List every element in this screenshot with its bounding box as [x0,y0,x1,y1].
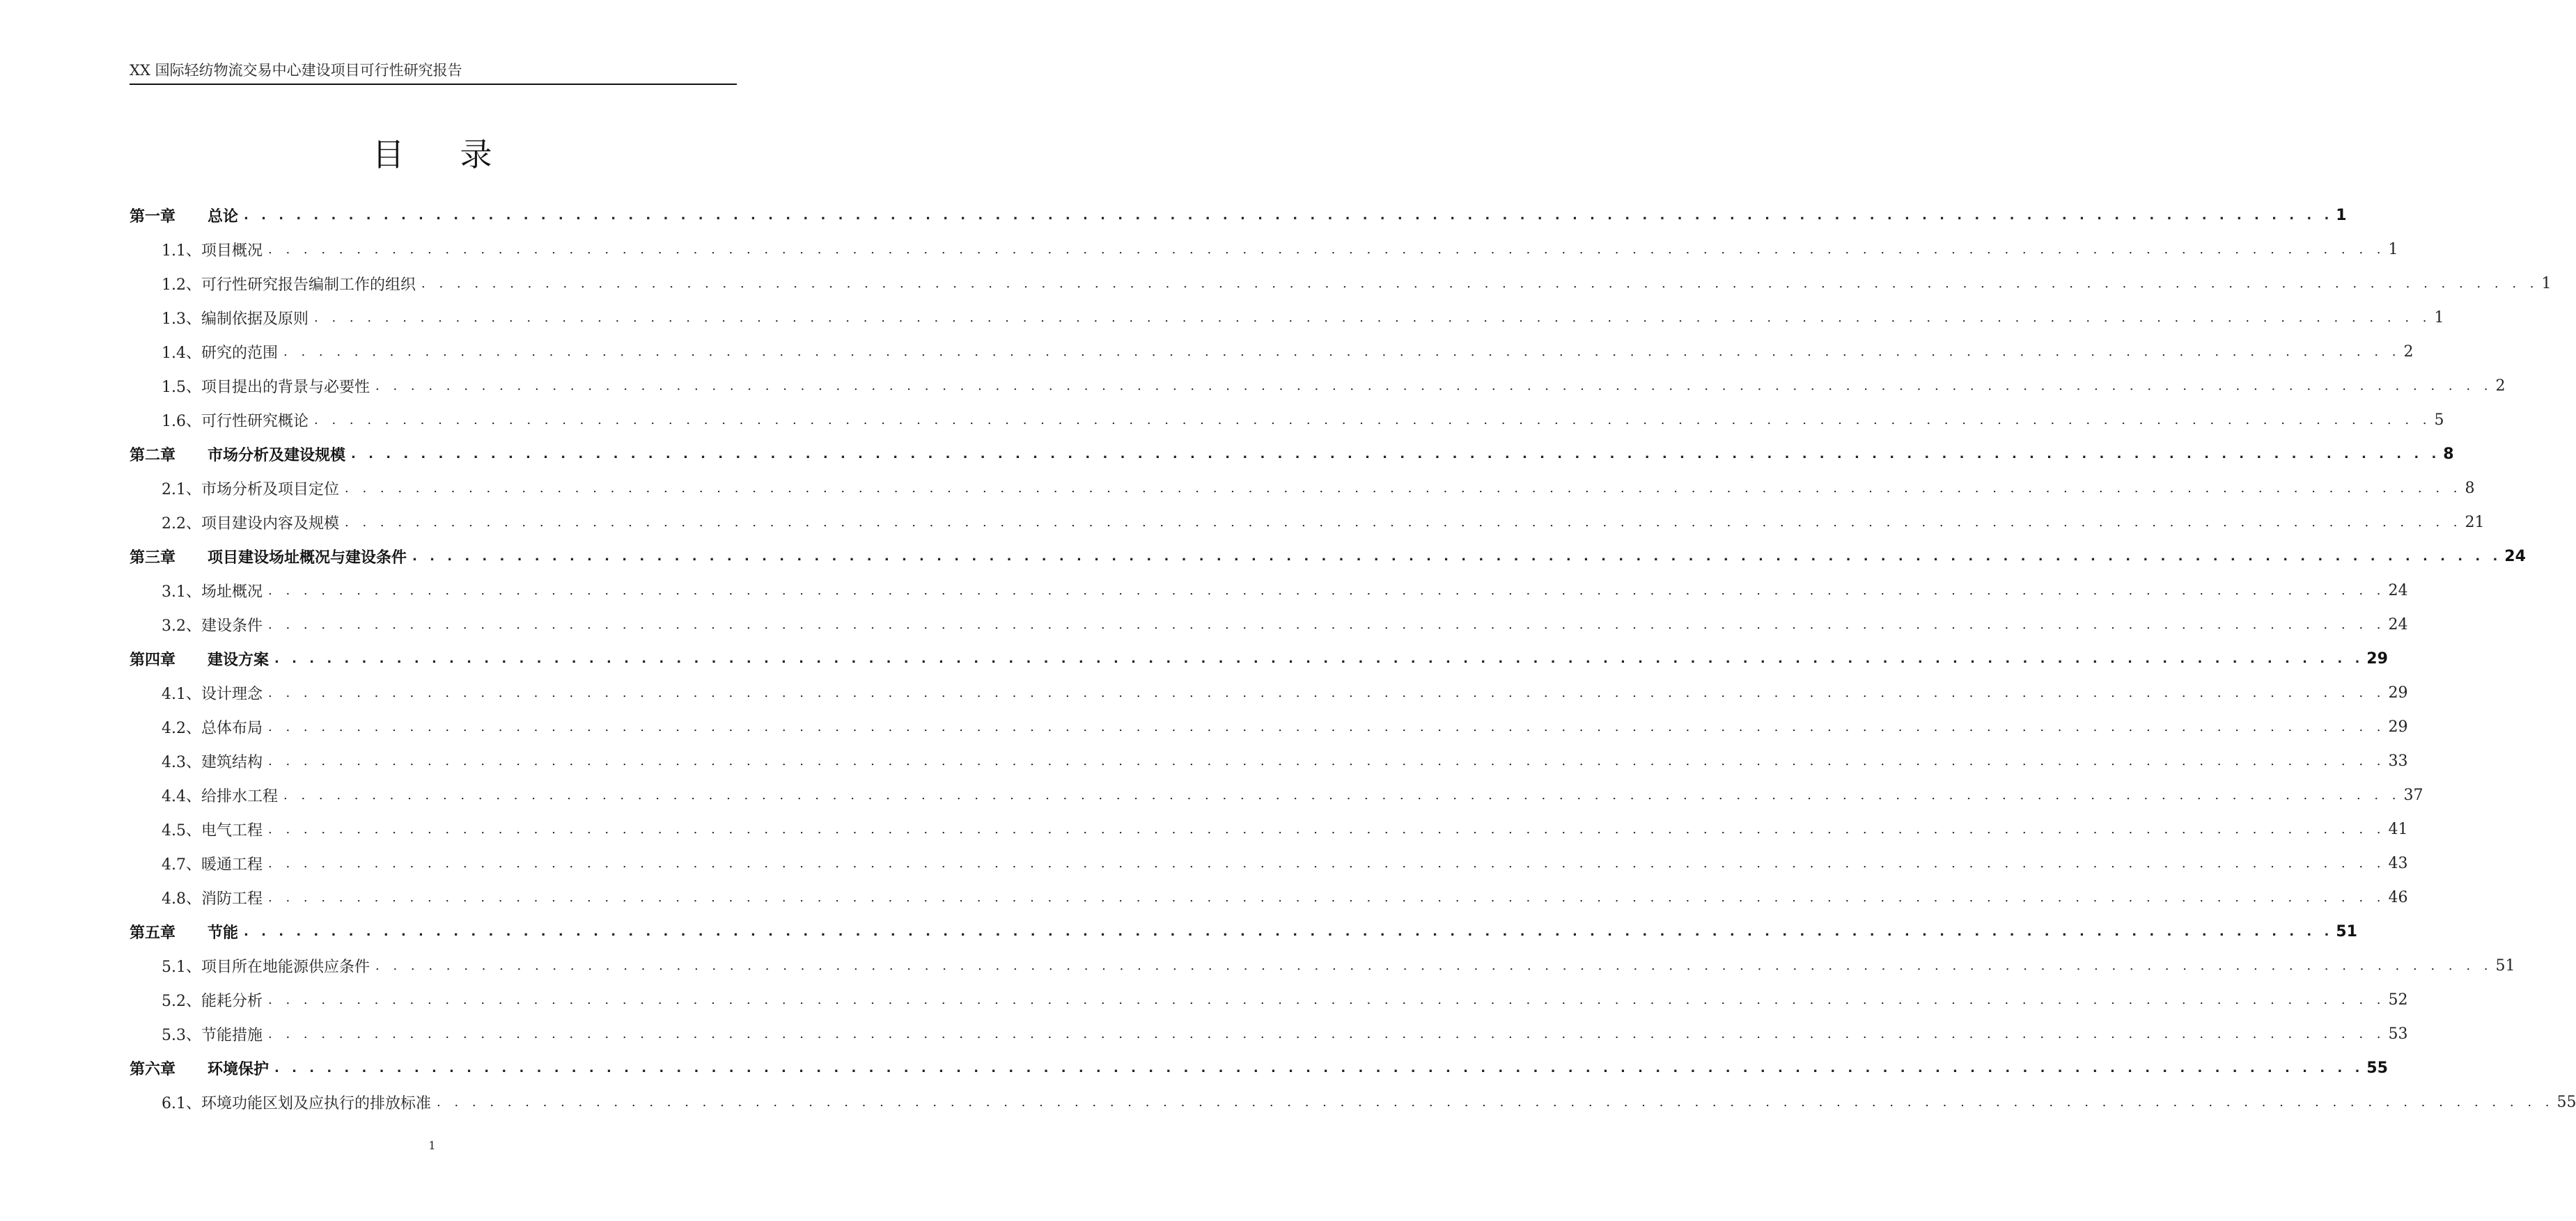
toc-page-number: 1 [2388,241,2398,258]
toc-entry-label: 2.2、项目建设内容及规模 [162,515,339,533]
toc-page-number: 53 [2388,1025,2408,1043]
toc-page-number: 41 [2388,821,2408,838]
toc-entry-label: 4.8、消防工程 [162,890,263,908]
toc-chapter-entry[interactable] [130,539,2526,574]
dot-leader: . . . . . . . . . . . . . . . . . . . . . . . . . . . . . . . . . . . . . . . . . . . . . . . . . . . . . . . . . . . . . . . . . . . . . . . . . . . . . . . . . . . . . . . . . . . . . . . . . . . . . . . . . . . . . . . . . . . . . . . . [375,379,2493,393]
toc-entry-label: 1.6、可行性研究概论 [162,413,309,430]
toc-section-entry[interactable] [130,778,2423,812]
toc-entry-label [130,648,274,670]
dot-leader: . . . . . . . . . . . . . . . . . . . . . . . . . . . . . . . . . . . . . . . . . . . . . . . . . . . . . . . . . . . . . . . . . . . . . . . . . . . . . . . . . . . . . . . . . . . . . . . . . . . . . . . . . . . . . . . . . . . . . . . . [268,242,2386,257]
toc-page-number: 1 [2434,309,2444,326]
dot-leader: . . . . . . . . . . . . . . . . . . . . . . . . . . . . . . . . . . . . . . . . . . . . . . . . . . . . . . . . . . . . . . . . . . . . . . . . . . . . . . . . . . . . . . . . . . . . . . . . . . . . . . . . . . . . . . . . . . . . . . . . [375,959,2493,973]
toc-entry-label [130,546,412,567]
toc-entry-label: 5.1、项目所在地能源供应条件 [162,959,370,976]
chapter-number: 第三章 [130,549,176,567]
dot-leader: . . . . . . . . . . . . . . . . . . . . . . . . . . . . . . . . . . . . . . . . . . . . . . . . . . . . . . . . . . . . . . . . . . . . . . . . . . . . . . . . . . . . . . . . . . . . . . . . . . . . . . . . . . . . . . . . . . . . . . . . [274,652,2364,666]
dot-leader: . . . . . . . . . . . . . . . . . . . . . . . . . . . . . . . . . . . . . . . . . . . . . . . . . . . . . . . . . . . . . . . . . . . . . . . . . . . . . . . . . . . . . . . . . . . . . . . . . . . . . . . . . . . . . . . . . . . . . . . . [274,1061,2364,1076]
toc-page-number: 24 [2388,616,2408,633]
toc-section-entry[interactable] [130,812,2408,846]
chapter-title: 环境保护 [208,1061,270,1078]
toc-page-number: 21 [2465,514,2485,531]
toc-section-entry[interactable] [130,1085,2576,1119]
toc-section-entry[interactable] [130,301,2444,335]
chapter-number: 第二章 [130,447,176,464]
toc-page-number: 29 [2366,650,2388,668]
toc-page-number: 52 [2388,991,2408,1009]
toc-entry-label: 6.1、环境功能区划及应执行的排放标准 [162,1095,431,1112]
toc-page-number: 55 [2366,1059,2388,1077]
dot-leader: . . . . . . . . . . . . . . . . . . . . . . . . . . . . . . . . . . . . . . . . . . . . . . . . . . . . . . . . . . . . . . . . . . . . . . . . . . . . . . . . . . . . . . . . . . . . . . . . . . . . . . . . . . . . . . . . . . . . . . . . [412,549,2502,564]
dot-leader: . . . . . . . . . . . . . . . . . . . . . . . . . . . . . . . . . . . . . . . . . . . . . . . . . . . . . . . . . . . . . . . . . . . . . . . . . . . . . . . . . . . . . . . . . . . . . . . . . . . . . . . . . . . . . . . . . . . . . . . . [268,720,2386,734]
dot-leader: . . . . . . . . . . . . . . . . . . . . . . . . . . . . . . . . . . . . . . . . . . . . . . . . . . . . . . . . . . . . . . . . . . . . . . . . . . . . . . . . . . . . . . . . . . . . . . . . . . . . . . . . . . . . . . . . . . . . . . . . [268,890,2386,905]
chapter-number: 第五章 [130,924,176,942]
dot-leader: . . . . . . . . . . . . . . . . . . . . . . . . . . . . . . . . . . . . . . . . . . . . . . . . . . . . . . . . . . . . . . . . . . . . . . . . . . . . . . . . . . . . . . . . . . . . . . . . . . . . . . . . . . . . . . . . . . . . . . . . [421,276,2539,291]
toc-entry-label: 4.5、电气工程 [162,822,263,840]
toc-page-number: 2 [2403,343,2414,361]
chapter-number: 第四章 [130,652,176,669]
table-of-contents [130,198,2576,1119]
title-char-1: 目 [372,136,405,173]
toc-entry-label: 5.3、节能措施 [162,1027,263,1044]
toc-page-number: 24 [2388,582,2408,599]
toc-page-number: 8 [2443,446,2454,463]
chapter-title: 总论 [208,208,239,226]
toc-page-number: 29 [2388,684,2408,702]
toc-entry-label: 3.1、场址概况 [162,583,263,601]
toc-chapter-entry[interactable] [130,915,2357,949]
dot-leader: . . . . . . . . . . . . . . . . . . . . . . . . . . . . . . . . . . . . . . . . . . . . . . . . . . . . . . . . . . . . . . . . . . . . . . . . . . . . . . . . . . . . . . . . . . . . . . . . . . . . . . . . . . . . . . . . . . . . . . . . [244,208,2334,223]
chapter-number: 第六章 [130,1061,176,1078]
toc-section-entry[interactable] [130,710,2408,744]
running-header [130,61,737,85]
toc-page-number: 51 [2336,923,2357,940]
toc-section-entry[interactable] [130,335,2414,369]
dot-leader: . . . . . . . . . . . . . . . . . . . . . . . . . . . . . . . . . . . . . . . . . . . . . . . . . . . . . . . . . . . . . . . . . . . . . . . . . . . . . . . . . . . . . . . . . . . . . . . . . . . . . . . . . . . . . . . . . . . . . . . . [268,754,2386,769]
title-char-2: 录 [460,136,492,173]
toc-section-entry[interactable] [130,403,2444,437]
toc-page-number: 37 [2403,787,2423,804]
toc-entry-label: 1.3、编制依据及原则 [162,310,309,328]
toc-chapter-entry[interactable] [130,642,2388,676]
dot-leader: . . . . . . . . . . . . . . . . . . . . . . . . . . . . . . . . . . . . . . . . . . . . . . . . . . . . . . . . . . . . . . . . . . . . . . . . . . . . . . . . . . . . . . . . . . . . . . . . . . . . . . . . . . . . . . . . . . . . . . . . [268,993,2386,1007]
toc-section-entry[interactable] [130,846,2408,881]
header-title: XX 国际轻纺物流交易中心建设项目可行性研究报告 [130,62,462,79]
toc-section-entry[interactable] [130,369,2506,403]
toc-entry-label: 1.5、项目提出的背景与必要性 [162,379,370,396]
toc-entry-label: 4.7、暖通工程 [162,856,263,874]
toc-entry-label: 3.2、建设条件 [162,617,263,635]
toc-section-entry[interactable] [130,744,2408,778]
toc-page-number: 43 [2388,855,2408,872]
page-number: 1 [428,1139,436,1152]
toc-entry-label: 5.2、能耗分析 [162,993,263,1010]
toc-section-entry[interactable] [130,574,2408,608]
toc-page-number: 2 [2495,377,2506,395]
toc-section-entry[interactable] [130,1017,2408,1051]
dot-leader: . . . . . . . . . . . . . . . . . . . . . . . . . . . . . . . . . . . . . . . . . . . . . . . . . . . . . . . . . . . . . . . . . . . . . . . . . . . . . . . . . . . . . . . . . . . . . . . . . . . . . . . . . . . . . . . . . . . . . . . . [268,1027,2386,1041]
dot-leader: . . . . . . . . . . . . . . . . . . . . . . . . . . . . . . . . . . . . . . . . . . . . . . . . . . . . . . . . . . . . . . . . . . . . . . . . . . . . . . . . . . . . . . . . . . . . . . . . . . . . . . . . . . . . . . . . . . . . . . . . [345,481,2462,496]
chapter-title: 建设方案 [208,652,270,669]
toc-page-number: 33 [2388,753,2408,770]
chapter-title: 市场分析及建设规模 [208,447,346,464]
chapter-number: 第一章 [130,208,176,226]
dot-leader: . . . . . . . . . . . . . . . . . . . . . . . . . . . . . . . . . . . . . . . . . . . . . . . . . . . . . . . . . . . . . . . . . . . . . . . . . . . . . . . . . . . . . . . . . . . . . . . . . . . . . . . . . . . . . . . . . . . . . . . . [351,447,2441,462]
toc-page-number: 51 [2495,957,2515,975]
toc-entry-label: 4.4、给排水工程 [162,788,278,805]
dot-leader: . . . . . . . . . . . . . . . . . . . . . . . . . . . . . . . . . . . . . . . . . . . . . . . . . . . . . . . . . . . . . . . . . . . . . . . . . . . . . . . . . . . . . . . . . . . . . . . . . . . . . . . . . . . . . . . . . . . . . . . . [437,1095,2554,1110]
toc-page-number: 1 [2541,275,2552,292]
dot-leader: . . . . . . . . . . . . . . . . . . . . . . . . . . . . . . . . . . . . . . . . . . . . . . . . . . . . . . . . . . . . . . . . . . . . . . . . . . . . . . . . . . . . . . . . . . . . . . . . . . . . . . . . . . . . . . . . . . . . . . . . [268,822,2386,837]
toc-chapter-entry[interactable] [130,198,2347,233]
toc-entry-label: 4.2、总体布局 [162,720,263,737]
toc-section-entry[interactable] [130,949,2515,983]
toc-section-entry[interactable] [130,233,2398,267]
toc-entry-label: 4.3、建筑结构 [162,754,263,771]
toc-entry-label [130,205,244,226]
toc-section-entry[interactable] [130,505,2485,539]
chapter-title: 项目建设场址概况与建设条件 [208,549,407,567]
toc-entry-label: 1.1、项目概况 [162,242,263,260]
dot-leader: . . . . . . . . . . . . . . . . . . . . . . . . . . . . . . . . . . . . . . . . . . . . . . . . . . . . . . . . . . . . . . . . . . . . . . . . . . . . . . . . . . . . . . . . . . . . . . . . . . . . . . . . . . . . . . . . . . . . . . . . [314,310,2432,325]
toc-entry-label: 2.1、市场分析及项目定位 [162,481,339,498]
dot-leader: . . . . . . . . . . . . . . . . . . . . . . . . . . . . . . . . . . . . . . . . . . . . . . . . . . . . . . . . . . . . . . . . . . . . . . . . . . . . . . . . . . . . . . . . . . . . . . . . . . . . . . . . . . . . . . . . . . . . . . . . [314,413,2432,427]
chapter-title: 节能 [208,924,239,942]
dot-leader: . . . . . . . . . . . . . . . . . . . . . . . . . . . . . . . . . . . . . . . . . . . . . . . . . . . . . . . . . . . . . . . . . . . . . . . . . . . . . . . . . . . . . . . . . . . . . . . . . . . . . . . . . . . . . . . . . . . . . . . . [268,856,2386,871]
toc-page-number: 1 [2336,207,2347,224]
toc-page-number: 46 [2388,889,2408,906]
toc-section-entry[interactable] [130,471,2475,505]
dot-leader: . . . . . . . . . . . . . . . . . . . . . . . . . . . . . . . . . . . . . . . . . . . . . . . . . . . . . . . . . . . . . . . . . . . . . . . . . . . . . . . . . . . . . . . . . . . . . . . . . . . . . . . . . . . . . . . . . . . . . . . . [345,515,2462,530]
toc-section-entry[interactable] [130,608,2408,642]
toc-section-entry[interactable] [130,881,2408,915]
toc-entry-label [130,1057,274,1079]
toc-entry-label: 4.1、设计理念 [162,686,263,703]
toc-section-entry[interactable] [130,267,2552,301]
toc-entry-label: 1.4、研究的范围 [162,345,278,362]
toc-chapter-entry[interactable] [130,1051,2388,1085]
page-title [0,129,864,175]
toc-page-number: 24 [2504,548,2526,565]
toc-entry-label: 1.2、可行性研究报告编制工作的组织 [162,276,416,294]
dot-leader: . . . . . . . . . . . . . . . . . . . . . . . . . . . . . . . . . . . . . . . . . . . . . . . . . . . . . . . . . . . . . . . . . . . . . . . . . . . . . . . . . . . . . . . . . . . . . . . . . . . . . . . . . . . . . . . . . . . . . . . . [283,345,2401,359]
toc-page-number: 29 [2388,718,2408,736]
toc-page-number: 5 [2434,411,2444,429]
toc-section-entry[interactable] [130,983,2408,1017]
toc-page-number: 55 [2557,1094,2576,1111]
toc-entry-label [130,443,351,465]
dot-leader: . . . . . . . . . . . . . . . . . . . . . . . . . . . . . . . . . . . . . . . . . . . . . . . . . . . . . . . . . . . . . . . . . . . . . . . . . . . . . . . . . . . . . . . . . . . . . . . . . . . . . . . . . . . . . . . . . . . . . . . . [244,924,2334,939]
toc-section-entry[interactable] [130,676,2408,710]
dot-leader: . . . . . . . . . . . . . . . . . . . . . . . . . . . . . . . . . . . . . . . . . . . . . . . . . . . . . . . . . . . . . . . . . . . . . . . . . . . . . . . . . . . . . . . . . . . . . . . . . . . . . . . . . . . . . . . . . . . . . . . . [268,686,2386,700]
toc-chapter-entry[interactable] [130,437,2454,471]
dot-leader: . . . . . . . . . . . . . . . . . . . . . . . . . . . . . . . . . . . . . . . . . . . . . . . . . . . . . . . . . . . . . . . . . . . . . . . . . . . . . . . . . . . . . . . . . . . . . . . . . . . . . . . . . . . . . . . . . . . . . . . . [268,617,2386,632]
dot-leader: . . . . . . . . . . . . . . . . . . . . . . . . . . . . . . . . . . . . . . . . . . . . . . . . . . . . . . . . . . . . . . . . . . . . . . . . . . . . . . . . . . . . . . . . . . . . . . . . . . . . . . . . . . . . . . . . . . . . . . . . [268,583,2386,598]
toc-entry-label [130,921,244,943]
toc-page-number: 8 [2465,480,2475,497]
dot-leader: . . . . . . . . . . . . . . . . . . . . . . . . . . . . . . . . . . . . . . . . . . . . . . . . . . . . . . . . . . . . . . . . . . . . . . . . . . . . . . . . . . . . . . . . . . . . . . . . . . . . . . . . . . . . . . . . . . . . . . . . [283,788,2401,803]
